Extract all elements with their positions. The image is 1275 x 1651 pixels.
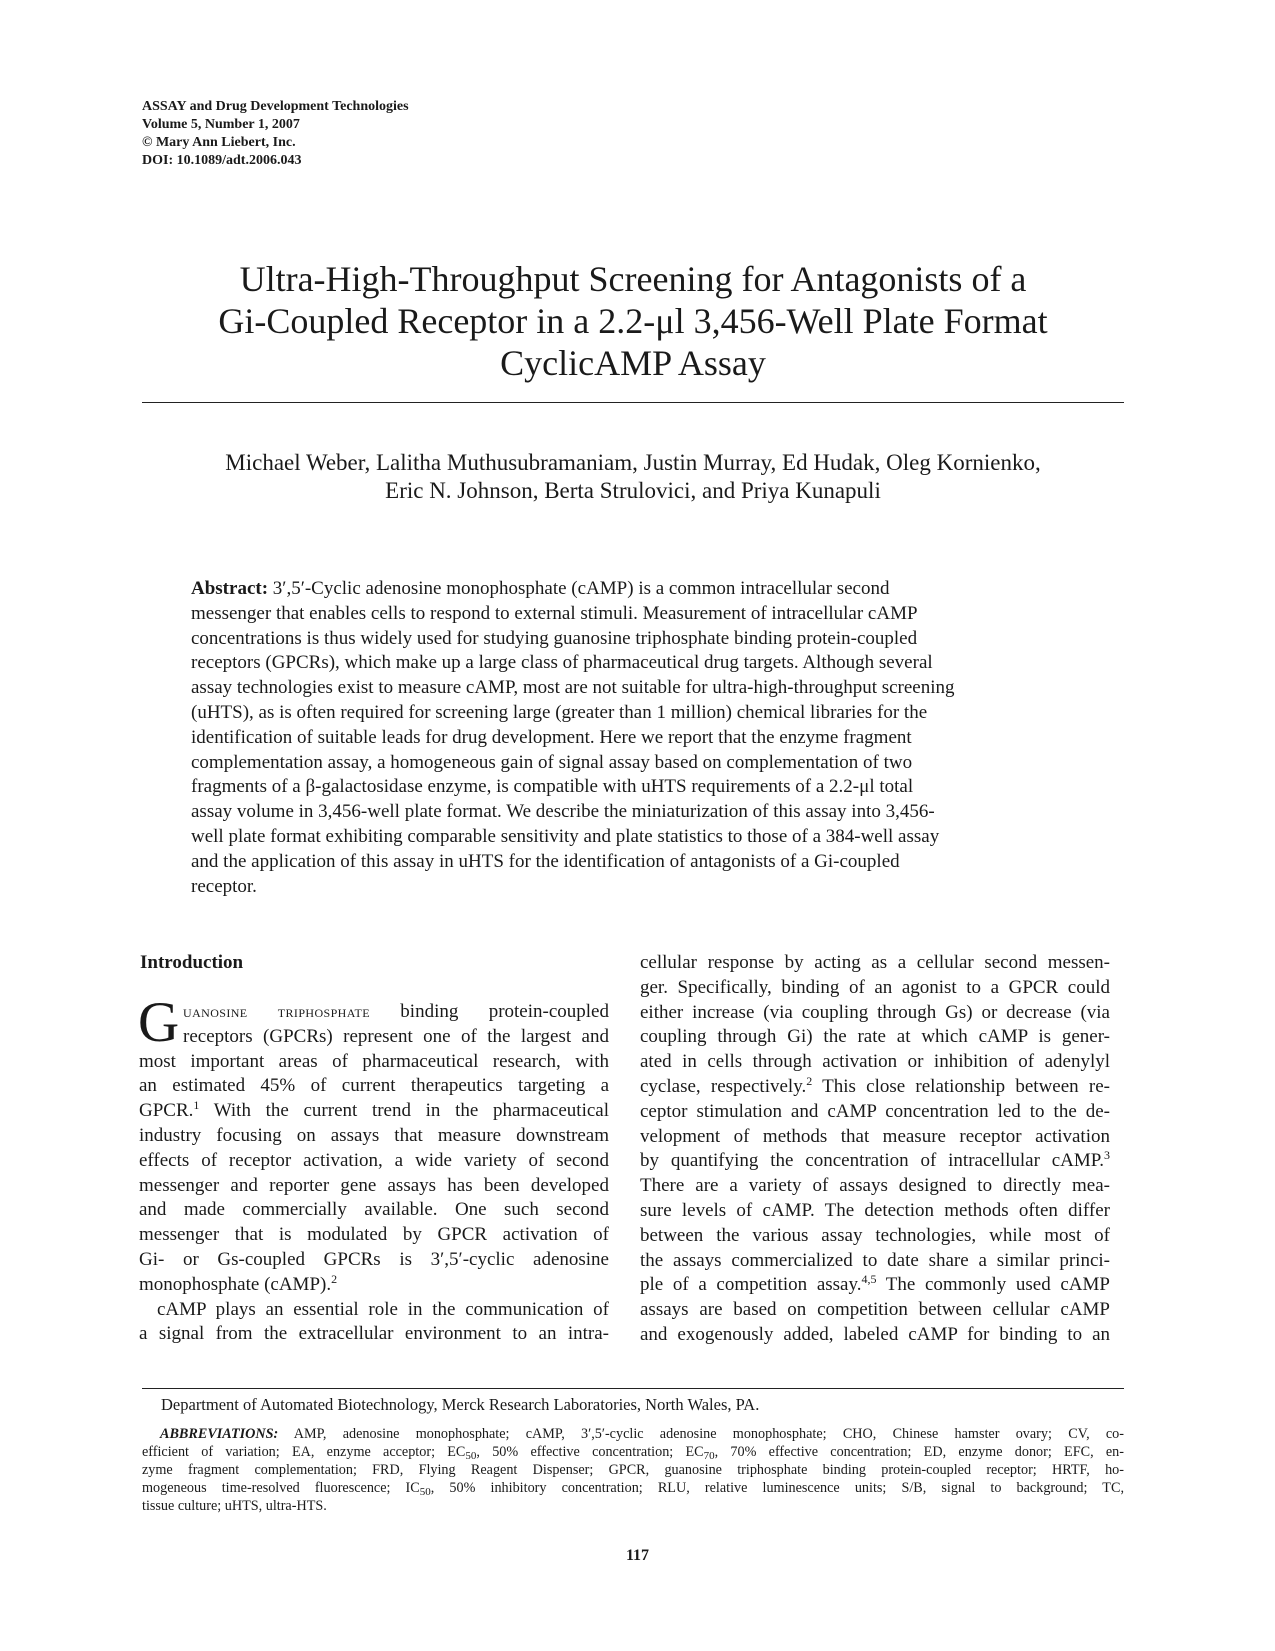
title-line: Ultra-High-Throughput Screening for Antagonists of a: [239, 259, 1027, 299]
abstract-line: assay volume in 3,456-well plate format. We describe the miniaturization of this assay into 3,456-: [191, 801, 935, 823]
journal-name: ASSAY and Drug Development Technologies: [142, 99, 409, 114]
abstract-line: assay technologies exist to measure cAMP, most are not suitable for ultra-high-throughput screening: [191, 677, 955, 699]
affiliation: Department of Automated Biotechnology, Merck Research Laboratories, North Wales, PA.: [161, 1395, 760, 1414]
text-line: ceptor stimulation and cAMP concentration led to the de-: [640, 1100, 1110, 1122]
footnote-line: tissue culture; uHTS, ultra-HTS.: [142, 1498, 327, 1514]
text-line: ated in cells through activation or inhibition of adenylyl: [640, 1051, 1110, 1073]
author-list: [142, 449, 1124, 505]
abstract-line: and the application of this assay in uHTS for the identification of antagonists of a Gi-coupled: [191, 850, 900, 872]
journal-publisher: © Mary Ann Liebert, Inc.: [142, 135, 296, 150]
author-line: Michael Weber, Lalitha Muthusubramaniam, Justin Murray, Ed Hudak, Oleg Kornienko,: [225, 450, 1041, 475]
page-number: 117: [625, 1547, 650, 1564]
abstract: [191, 577, 1071, 899]
footnote-line: ABBREVIATIONS: AMP, adenosine monophosphate; cAMP, 3′,5′-cyclic adenosine monophosphate; CHO, Chinese hamster ovary; CV, co-: [160, 1426, 1124, 1442]
text-line: the assays commercialized to date share a similar princi-: [640, 1249, 1110, 1271]
text-line: cAMP plays an essential role in the communication of: [157, 1298, 609, 1320]
abstract-line: fragments of a β-galactosidase enzyme, is compatible with uHTS requirements of a 2.2-μl total: [191, 776, 914, 798]
journal-doi: DOI: 10.1089/adt.2006.043: [142, 153, 302, 168]
text-line: between the various assay technologies, while most of: [640, 1224, 1110, 1246]
text-line: and made commercially available. One such second: [139, 1199, 609, 1221]
abstract-line: receptors (GPCRs), which make up a large class of pharmaceutical drug targets. Although several: [191, 652, 933, 674]
drop-cap: G: [138, 991, 180, 1054]
abstract-line: well plate format exhibiting comparable sensitivity and plate statistics to those of a 384-well assay: [191, 825, 940, 847]
abstract-label: Abstract:: [191, 578, 269, 599]
text-line: either increase (via coupling through Gs) or decrease (via: [640, 1001, 1110, 1023]
abstract-line: identification of suitable leads for drug development. Here we report that the enzyme fragment: [191, 726, 912, 748]
intro-first-paragraph: [138, 991, 609, 1054]
section-heading-introduction: Introduction: [140, 952, 244, 973]
text-line: monophosphate (cAMP).$^2$: [139, 1271, 338, 1295]
citation-ref: 1: [193, 1098, 200, 1113]
title-divider: [142, 402, 1124, 403]
title-line: CyclicAMP Assay: [500, 343, 766, 383]
text-line: receptors (GPCRs) represent one of the largest and: [183, 1025, 609, 1047]
text-line: GPCR.$^1$ With the current trend in the pharmaceutical: [139, 1098, 609, 1122]
citation-ref: 2: [331, 1271, 338, 1286]
text-line: cellular response by acting as a cellular second messen-: [640, 952, 1110, 973]
author-line: Eric N. Johnson, Berta Strulovici, and Priya Kunapuli: [385, 478, 881, 503]
footnote-line: mogeneous time-resolved fluorescence; $IC_{50}$, 50% inhibitory concentration; RLU, relative luminescence units; S/B, signal to background; TC,: [142, 1480, 1124, 1498]
text-line: uanosine triphosphate binding protein-coupled: [183, 1001, 609, 1022]
text-line: most important areas of pharmaceutical research, with: [139, 1050, 609, 1072]
abbreviations-footnote: [142, 1425, 1124, 1515]
abstract-line: receptor.: [191, 875, 257, 897]
text-line: Gi- or Gs-coupled GPCRs is 3′,5′-cyclic adenosine: [139, 1248, 609, 1270]
citation-ref: 3: [1104, 1148, 1110, 1163]
journal-volume: Volume 5, Number 1, 2007: [142, 117, 300, 132]
text-line: effects of receptor activation, a wide variety of second: [139, 1149, 609, 1171]
text-line: sure levels of cAMP. The detection methods often differ: [640, 1199, 1110, 1221]
footnote-divider: [142, 1388, 1124, 1389]
text-line: ple of a competition assay.$^{4,5}$ The commonly used cAMP: [640, 1272, 1110, 1296]
abstract-line: messenger that enables cells to respond to external stimuli. Measurement of intracellular cAMP: [191, 602, 918, 624]
text-line: and exogenously added, labeled cAMP for binding to an: [640, 1323, 1110, 1345]
text-line: an estimated 45% of current therapeutics targeting a: [139, 1075, 609, 1097]
text-line: There are a variety of assays designed to directly mea-: [640, 1175, 1110, 1197]
footnote-line: efficient of variation; EA, enzyme acceptor; $EC_{50}$, 50% effective concentration; $EC_{70}$, 70% effective concentration; ED, enzyme donor; EFC, en-: [142, 1444, 1124, 1462]
text-line: by quantifying the concentration of intracellular cAMP.$^3$: [640, 1148, 1110, 1172]
title-line: Gi-Coupled Receptor in a 2.2-μl 3,456-Well Plate Format: [218, 301, 1048, 341]
text-line: cyclase, respectively.$^2$ This close relationship between re-: [640, 1073, 1110, 1097]
citation-ref: 2: [806, 1073, 813, 1088]
text-line: ger. Specifically, binding of an agonist to a GPCR could: [640, 976, 1110, 998]
text-line: industry focusing on assays that measure downstream: [139, 1124, 609, 1146]
article-title: [142, 258, 1124, 384]
text-line: assays are based on competition between cellular cAMP: [640, 1299, 1110, 1321]
abbreviations-label: ABBREVIATIONS:: [160, 1426, 279, 1442]
right-column: [640, 951, 1110, 1348]
citation-ref: 4,5: [861, 1272, 877, 1287]
text-line: velopment of methods that measure receptor activation: [640, 1125, 1110, 1147]
footnote-line: zyme fragment complementation; FRD, Flying Reagent Dispenser; GPCR, guanosine triphosphate binding protein-coupled receptor; HRTF, ho-: [142, 1462, 1124, 1478]
abstract-line: Abstract: 3′,5′-Cyclic adenosine monophosphate (cAMP) is a common intracellular second: [191, 578, 890, 599]
abstract-line: (uHTS), as is often required for screening large (greater than 1 million) chemical libraries for the: [191, 701, 928, 723]
text-line: coupling through Gi) the rate at which cAMP is gener-: [640, 1026, 1110, 1048]
left-column: [138, 991, 609, 1347]
text-line: messenger and reporter gene assays has been developed: [139, 1174, 609, 1196]
text-line: a signal from the extracellular environment to an intra-: [139, 1323, 609, 1345]
abstract-line: concentrations is thus widely used for studying guanosine triphosphate binding protein-coupled: [191, 627, 918, 649]
journal-header: [142, 98, 409, 170]
text-line: messenger that is modulated by GPCR activation of: [139, 1224, 609, 1246]
abstract-line: complementation assay, a homogeneous gain of signal assay based on complementation of two: [191, 751, 913, 773]
